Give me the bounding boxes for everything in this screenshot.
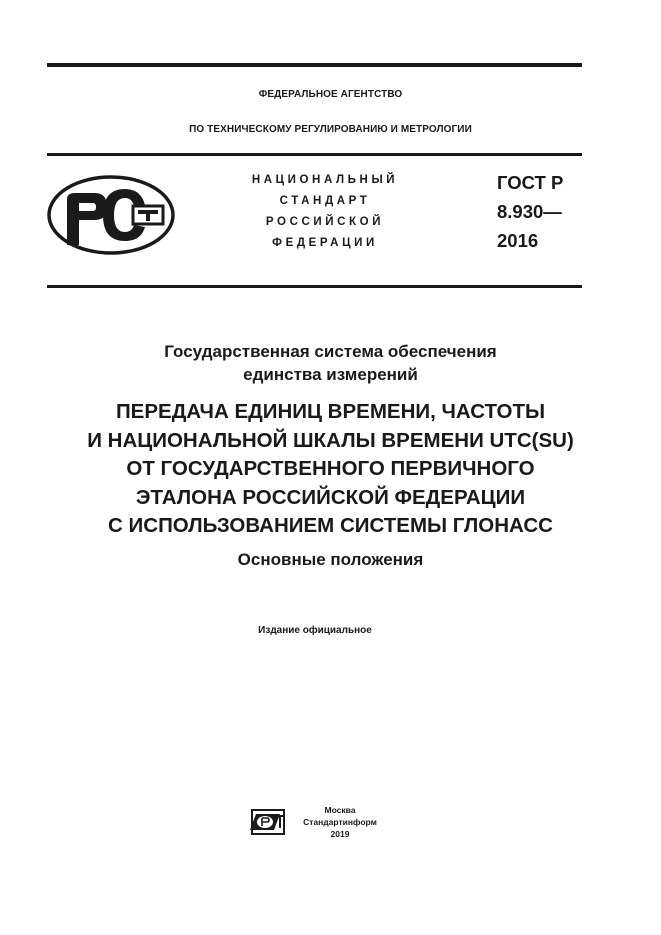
gost-line: 2016 xyxy=(497,230,539,251)
title-line: ПЕРЕДАЧА ЕДИНИЦ ВРЕМЕНИ, ЧАСТОТЫ xyxy=(115,400,546,423)
gost-designation xyxy=(497,168,563,255)
standartinform-logo-icon xyxy=(248,806,288,838)
edition-note: Издание официальное xyxy=(258,625,372,636)
gost-line: 8.930— xyxy=(497,201,562,222)
middle-divider xyxy=(47,153,582,156)
national-standard-line: НАЦИОНАЛЬНЫЙ xyxy=(251,174,399,186)
document-title xyxy=(0,398,661,541)
publisher-line: Стандартинформ xyxy=(303,817,377,827)
publisher-line: 2019 xyxy=(330,829,350,839)
title-subheading: Основные положения xyxy=(237,550,424,569)
title-line: С ИСПОЛЬЗОВАНИЕМ СИСТЕМЫ ГЛОНАСС xyxy=(108,514,553,537)
publisher-imprint xyxy=(295,804,385,840)
publisher-line: Москва xyxy=(324,805,356,815)
national-standard-line: СТАНДАРТ xyxy=(279,195,371,207)
agency-name-line2: ПО ТЕХНИЧЕСКОМУ РЕГУЛИРОВАНИЮ И МЕТРОЛОГИИ xyxy=(189,124,472,135)
national-standard-label xyxy=(225,170,425,254)
agency-name-line1: ФЕДЕРАЛЬНОЕ АГЕНТСТВО xyxy=(258,89,403,100)
title-line: И НАЦИОНАЛЬНОЙ ШКАЛЫ ВРЕМЕНИ UTC(SU) xyxy=(87,428,574,452)
top-divider xyxy=(47,63,582,67)
series-subtitle xyxy=(0,340,661,386)
title-line: ОТ ГОСУДАРСТВЕННОГО ПЕРВИЧНОГО xyxy=(126,457,535,480)
subtitle-line: Государственная система обеспечения xyxy=(164,342,497,361)
national-standard-line: РОССИЙСКОЙ xyxy=(265,216,385,228)
rst-gost-emblem-icon xyxy=(47,175,175,255)
bottom-divider xyxy=(47,285,582,288)
gost-line: ГОСТ Р xyxy=(497,172,564,193)
national-standard-line: ФЕДЕРАЦИИ xyxy=(272,237,378,249)
title-line: ЭТАЛОНА РОССИЙСКОЙ ФЕДЕРАЦИИ xyxy=(135,485,526,509)
subtitle-line: единства измерений xyxy=(243,365,418,384)
